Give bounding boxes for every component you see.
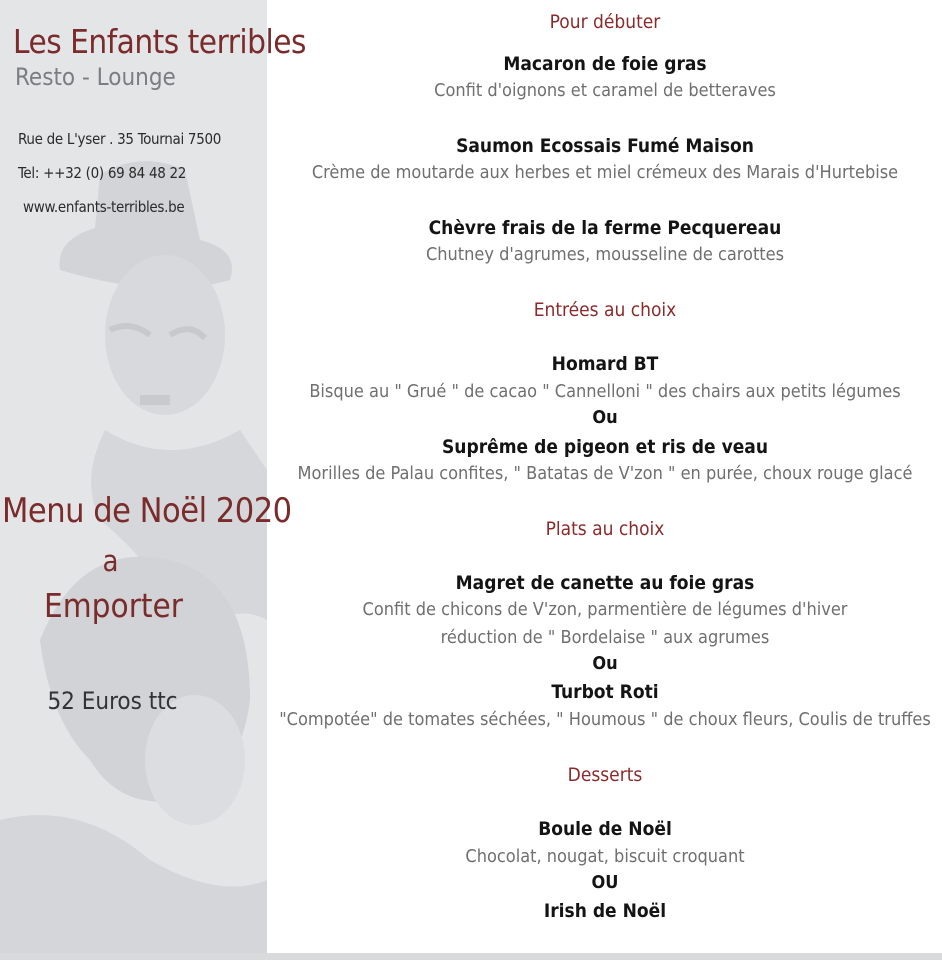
restaurant-tagline: Resto - Lounge (15, 63, 176, 91)
phone: Tel: ++32 (0) 69 84 48 22 (18, 164, 187, 182)
dish-name: Macaron de foie gras (503, 53, 707, 75)
dish-name: Homard BT (551, 353, 659, 375)
bottom-border (0, 953, 942, 960)
or-separator: Ou (592, 653, 618, 674)
dish-name: Saumon Ecossais Fumé Maison (456, 135, 754, 157)
dish-name: Turbot Roti (551, 681, 659, 703)
dish-description: Bisque au " Grué " de cacao " Cannelloni " des chairs aux petits légumes (309, 381, 901, 402)
or-separator: Ou (592, 407, 618, 428)
section-heading-entrees: Entrées au choix (533, 299, 677, 321)
section-heading-starters: Pour débuter (549, 11, 661, 33)
website-link[interactable]: www.enfants-terribles.be (23, 198, 185, 216)
dish-description: Crème de moutarde aux herbes et miel crémeux des Marais d'Hurtebise (311, 162, 899, 183)
section-heading-mains: Plats au choix (545, 518, 665, 540)
dish-description: Chutney d'agrumes, mousseline de carottes (425, 244, 785, 265)
dish-description: "Compotée" de tomates séchées, " Houmous " de choux fleurs, Coulis de truffes (279, 709, 931, 730)
price: 52 Euros ttc (47, 687, 178, 715)
address: Rue de L'yser . 35 Tournai 7500 (18, 130, 222, 148)
dish-name: Chèvre frais de la ferme Pecquereau (428, 217, 782, 239)
section-heading-desserts: Desserts (567, 764, 643, 786)
dish-description-line2: réduction de " Bordelaise " aux agrumes (440, 627, 770, 648)
promo-title: Menu de Noël 2020 (2, 491, 292, 531)
dish-name: Boule de Noël (538, 818, 672, 840)
dish-description: Chocolat, nougat, biscuit croquant (465, 846, 745, 867)
promo-line-a: a (102, 544, 119, 578)
sidebar-panel (0, 0, 306, 953)
or-separator: OU (591, 872, 619, 893)
menu-content (268, 0, 942, 953)
promo-line-emporter: Emporter (44, 586, 183, 625)
dish-name: Suprême de pigeon et ris de veau (441, 436, 769, 458)
restaurant-name: Les Enfants terribles (13, 22, 306, 61)
dish-name: Irish de Noël (543, 900, 667, 922)
dish-description: Confit de chicons de V'zon, parmentière de légumes d'hiver (362, 599, 848, 620)
dish-name: Magret de canette au foie gras (455, 572, 755, 594)
dish-description: Morilles de Palau confites, " Batatas de V'zon " en purée, choux rouge glacé (297, 463, 913, 484)
dish-description: Confit d'oignons et caramel de betteraves (434, 80, 776, 101)
